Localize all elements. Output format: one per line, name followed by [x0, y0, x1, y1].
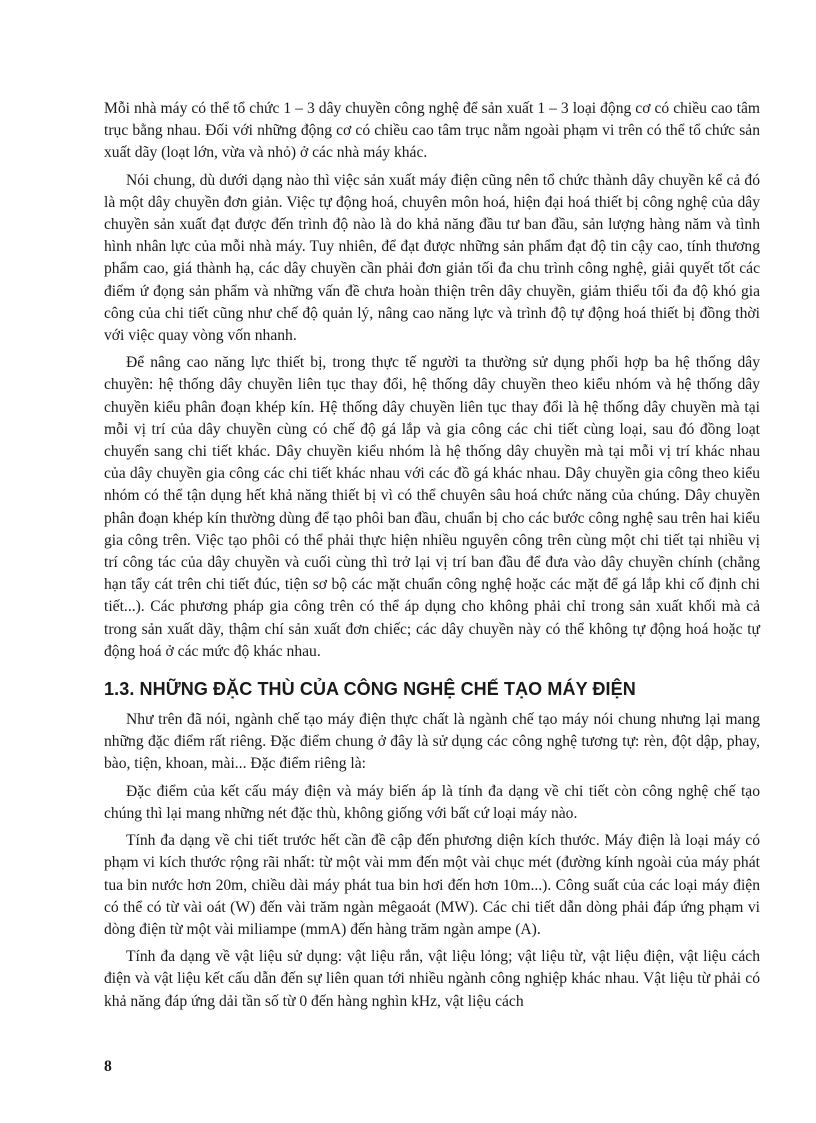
page-body	[104, 98, 760, 1018]
paragraph-dây-chuyền-systems: Để nâng cao năng lực thiết bị, trong thực tế người ta thường sử dụng phối hợp ba hệ thống dây chuyền: hệ thống dây chuyền liên tục thay đổi, hệ thống dây chuyền theo kiểu nhóm và hệ thống dây chuyền kiểu phân đoạn khép kín. Hệ thống dây chuyền liên tục thay đổi là hệ thống dây chuyền mà tại mỗi vị trí của dây chuyền cùng có chế độ gá lắp và gia công các chi tiết cùng loại, sau đó đồng loạt chuyển sang chi tiết khác. Dây chuyền kiểu nhóm là hệ thống dây chuyền mà tại mỗi vị trí khác nhau của dây chuyền gia công các chi tiết khác nhau với các đồ gá khác nhau. Dây chuyền gia công theo kiểu nhóm có thể tận dụng hết khả năng thiết bị vì có thể chuyên sâu hoá chức năng của chúng. Dây chuyền phân đoạn khép kín thường dùng để tạo phôi ban đầu, chuẩn bị cho các bước công nghệ sau trên hai kiểu gia công trên. Việc tạo phôi có thể phải thực hiện nhiều nguyên công trên cùng một chi tiết tại nhiều vị trí công tác của dây chuyền và cuối cùng thì trở lại vị trí ban đầu để đưa vào dây chuyền chính (chẳng hạn tẩy cát trên chi tiết đúc, tiện sơ bộ các mặt chuẩn công nghệ hoặc các mặt để gá lắp khi cố định chi tiết...). Các phương pháp gia công trên có thể áp dụng cho không phải chỉ trong sản xuất khối mà cả trong sản xuất dãy, thậm chí sản xuất đơn chiếc; các dây chuyền này có thể không tự động hoá hoặc tự động hoá ở các mức độ khác nhau.	[104, 354, 760, 660]
paragraph-material-diversity: Tính đa dạng về vật liệu sử dụng: vật liệu rắn, vật liệu lỏng; vật liệu từ, vật liệu điện, vật liệu cách điện và vật liệu kết cấu dẫn đến sự liên quan tới nhiều ngành công nghiệp khác nhau. Vật liệu từ phải có khả năng đáp ứng dải tần số từ 0 đến hàng nghìn kHz, vật liệu cách	[104, 948, 760, 1010]
paragraph-size-diversity: Tính đa dạng về chi tiết trước hết cần đề cập đến phương diện kích thước. Máy điện là loại máy có phạm vi kích thước rộng rãi nhất: từ một vài mm đến một vài chục mét (đường kính ngoài của máy phát tua bin nước hơn 20m, chiều dài máy phát tua bin hơi đến hơn 10m...). Công suất của các loại máy điện có thể có từ vài oát (W) đến vài trăm ngàn mêgaoát (MW). Các chi tiết dẫn dòng phải đáp ứng phạm vi dòng điện từ một vài miliampe (mmA) đến hàng trăm ngàn ampe (A).	[104, 832, 760, 938]
paragraph-dây-chuyền-intro: Mỗi nhà máy có thể tổ chức 1 – 3 dây chuyền công nghệ để sản xuất 1 – 3 loại động cơ có chiều cao tâm trục bằng nhau. Đối với những động cơ có chiều cao tâm trục nằm ngoài phạm vi trên có thể tổ chức sản xuất dãy (loạt lớn, vừa và nhỏ) ở các nhà máy khác.	[104, 100, 760, 162]
section-heading: 1.3. NHỮNG ĐẶC THÙ CỦA CÔNG NGHỆ CHẾ TẠO MÁY ĐIỆN	[104, 679, 636, 700]
paragraph-dây-chuyền-general: Nói chung, dù dưới dạng nào thì việc sản xuất máy điện cũng nên tổ chức thành dây chuyền kể cả đó là một dây chuyền đơn giản. Việc tự động hoá, chuyên môn hoá, hiện đại hoá thiết bị công nghệ của dây chuyền sản xuất đạt được đến trình độ nào là do khả năng đầu tư ban đầu, sản lượng hàng năm và tình hình nhân lực của mỗi nhà máy. Tuy nhiên, để đạt được những sản phẩm đạt độ tin cậy cao, tính thương phẩm cao, giá thành hạ, các dây chuyền cần phải đơn giản tối đa chu trình công nghệ, giải quyết tốt các điểm ứ đọng sản phẩm và những vấn đề chưa hoàn thiện trên dây chuyền, giảm thiểu tối đa độ khó gia công của chi tiết cũng như chế độ quản lý, nâng cao năng lực và trình độ tự động hoá thiết bị đồng thời với việc quay vòng vốn nhanh.	[104, 171, 760, 345]
paragraph-structure-diversity: Đặc điểm của kết cấu máy điện và máy biến áp là tính đa dạng về chi tiết còn công nghệ chế tạo chúng thì lại mang những nét đặc thù, không giống với bất cứ loại máy nào.	[104, 782, 760, 822]
page-number: 8	[104, 1058, 112, 1075]
paragraph-section-intro: Như trên đã nói, ngành chế tạo máy điện thực chất là ngành chế tạo máy nói chung nhưng lại mang những đặc điểm rất riêng. Đặc điểm chung ở đây là sử dụng các công nghệ tương tự: rèn, đột dập, phay, bào, tiện, khoan, mài... Đặc điểm riêng là:	[104, 711, 760, 773]
